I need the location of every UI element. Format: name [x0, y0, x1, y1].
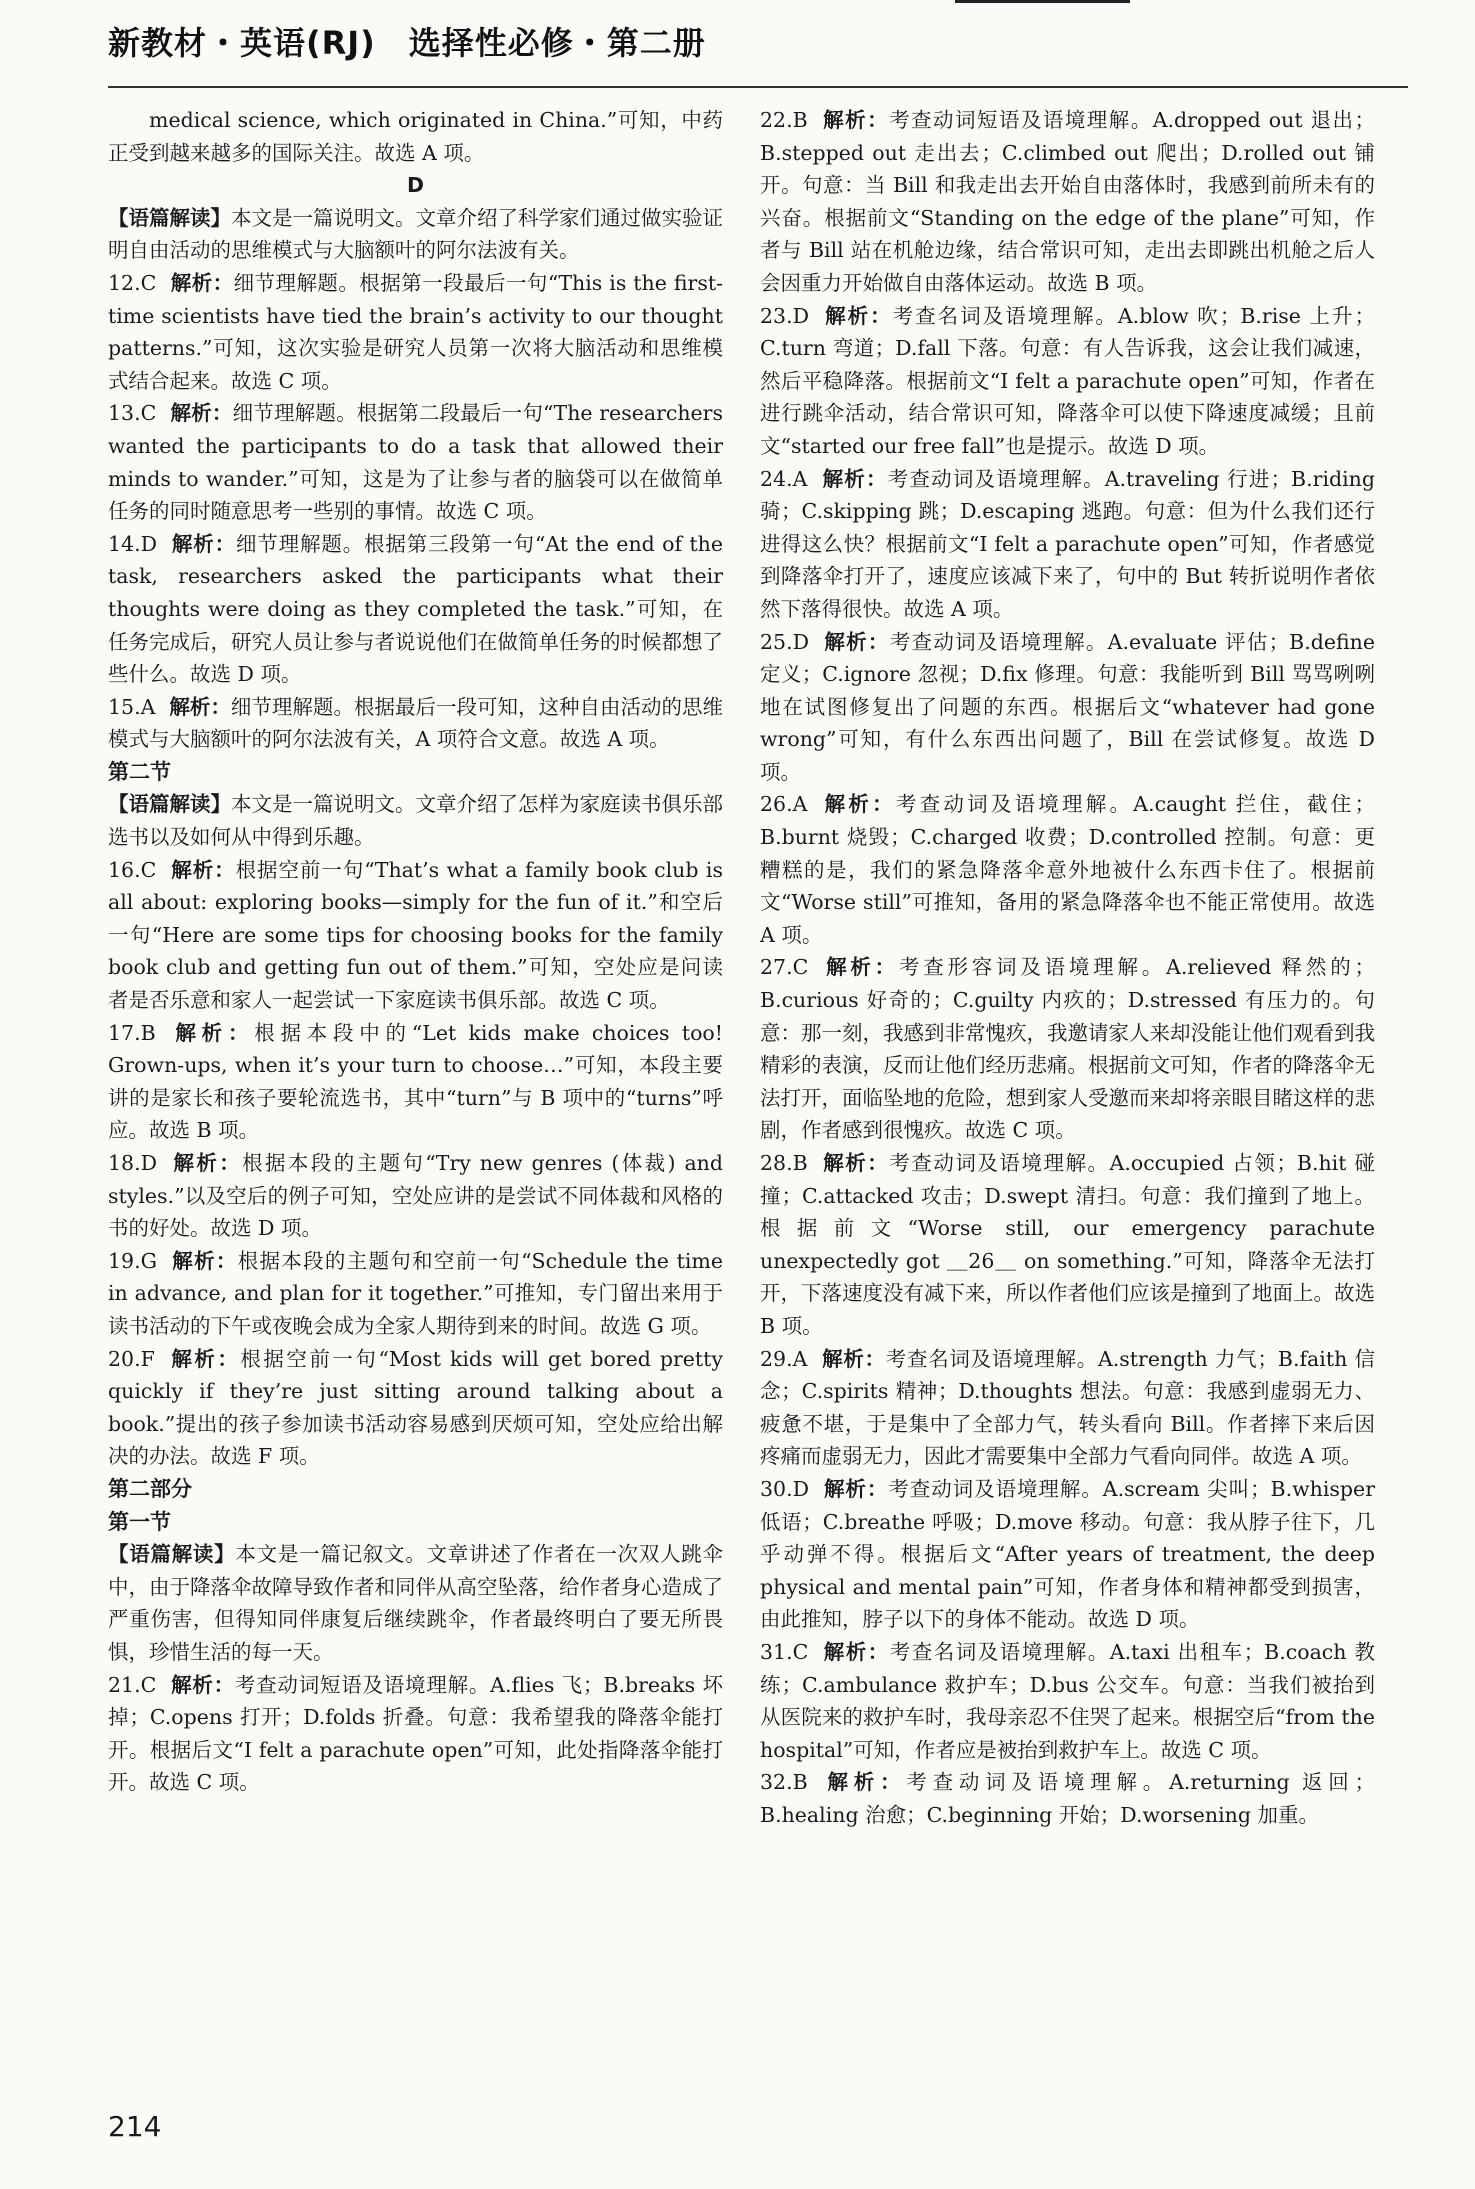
answer-item: 24.A 解析：考查动词及语境理解。A.traveling 行进；B.riding 骑；C.skipping 跳；D.escaping 逃跑。句意：但为什么我们还行进得这么快？根据前文“I felt a parachute open”可知，作者感觉到降落伞打开了，速度应该减下来了，句中的 But 转折说明作者依然下落得很快。故选 A 项。: [760, 466, 1376, 621]
answer-item: 20.F 解析：根据空前一句“Most kids will get bored pretty quickly if they’re just sitting around talking about a book.”提出的孩子参加读书活动容易感到厌烦可知，空处应给出解决的办法。故选 F 项。: [108, 1346, 723, 1469]
answer-item: 25.D 解析：考查动词及语境理解。A.evaluate 评估；B.define 定义；C.ignore 忽视；D.fix 修理。句意：我能听到 Bill 骂骂咧咧地在试图修复出了问题的东西。根据后文“whatever had gone wrong”可知，有什么东西出问题了，Bill 在尝试修复。故选 D 项。: [760, 629, 1376, 784]
right-column: [760, 104, 1375, 1831]
answer-item: 32.B 解析：考查动词及语境理解。A.returning 返回；B.healing 治愈；C.beginning 开始；D.worsening 加重。: [760, 1770, 1376, 1827]
intro-paragraph: medical science, which originated in China.”可知，中药正受到越来越多的国际关注。故选 A 项。: [108, 108, 723, 165]
section-heading: 第二节: [108, 759, 171, 784]
answer-item: 16.C 解析：根据空前一句“That’s what a family book club is all about: exploring books—simply for the fun of it.”和空后一句“Here are some tips for choosing books for the family book club and getting fun out of them.”可知，空处应是问读者是否乐意和家人一起尝试一下家庭读书俱乐部。故选 C 项。: [108, 857, 724, 1013]
answer-item: 14.D 解析：细节理解题。根据第三段第一句“At the end of the task, researchers asked the participants what their thoughts were doing as they completed the task.”可知，在任务完成后，研究人员让参与者说说他们在做简单任务的时候都想了些什么。故选 D 项。: [108, 531, 724, 687]
page-number: 214: [108, 2110, 162, 2143]
answer-item: 17.B 解析：根据本段中的“Let kids make choices too! Grown-ups, when it’s your turn to choose…”可知，本段主要讲的是家长和孩子要轮流选书，其中“turn”与 B 项中的“turns”呼应。故选 B 项。: [108, 1020, 723, 1143]
answer-item: 26.A 解析：考查动词及语境理解。A.caught 拦住，截住；B.burnt 烧毁；C.charged 收费；D.controlled 控制。句意：更糟糕的是，我们的紧急降落伞意外地被什么东西卡住了。根据前文“Worse still”可推知，备用的紧急降落伞也不能正常使用。故选 A 项。: [760, 792, 1376, 947]
answer-item: 29.A 解析：考查名词及语境理解。A.strength 力气；B.faith 信念；C.spirits 精神；D.thoughts 想法。句意：我感到虚弱无力、疲惫不堪，于是集中了全部力气，转头看向 Bill。作者摔下来后因疼痛而虚弱无力，因此才需要集中全部力气看向同伴。故选 A 项。: [760, 1346, 1376, 1469]
answer-item: 18.D 解析：根据本段的主题句“Try new genres (体裁) and styles.”以及空后的例子可知，空处应讲的是尝试不同体裁和风格的书的好处。故选 D 项。: [108, 1151, 724, 1241]
answer-item: 23.D 解析：考查名词及语境理解。A.blow 吹；B.rise 上升；C.turn 弯道；D.fall 下落。句意：有人告诉我，这会让我们减速，然后平稳降落。根据前文“I felt a parachute open”可知，作者在进行跳伞活动，结合常识可知，降落伞可以使下降速度减缓；且前文“started our free fall”也是提示。故选 D 项。: [760, 303, 1375, 458]
answer-item: 13.C 解析：细节理解题。根据第二段最后一句“The researchers wanted the participants to do a task that allowed their minds to wander.”可知，这是为了让参与者的脑袋可以在做简单任务的同时随意思考一些别的事情。故选 C 项。: [108, 401, 724, 524]
answer-item: 27.C 解析：考查形容词及语境理解。A.relieved 释然的；B.curious 好奇的；C.guilty 内疚的；D.stressed 有压力的。句意：那一刻，我感到非常愧疚，我邀请家人来却没能让他们观看到我精彩的表演，反而让他们经历悲痛。根据前文可知，作者的降落伞无法打开，面临坠地的危险，想到家人受邀而来却将亲眼目睹这样的悲剧，作者感到很愧疚。故选 C 项。: [760, 955, 1375, 1143]
reading-note-tag: 【语篇解读】: [108, 205, 231, 230]
answer-item: 22.B 解析：考查动词短语及语境理解。A.dropped out 退出；B.stepped out 走出去；C.climbed out 爬出；D.rolled out 铺开。句意：当 Bill 和我走出去开始自由落体时，我感到前所未有的兴奋。根据前文“Standing on the edge of the plane”可知，作者与 Bill 站在机舱边缘，结合常识可知，走出去即跳出机舱之后人会因重力开始做自由落体运动。故选 B 项。: [760, 108, 1376, 295]
left-column: [108, 104, 723, 1799]
answer-item: 28.B 解析：考查动词及语境理解。A.occupied 占领；B.hit 碰撞；C.attacked 攻击；D.swept 清扫。句意：我们撞到了地上。根据前文“Worse still, our emergency parachute unexpectedly got ＿26＿ on something.”可知，降落伞无法打开，下落速度没有减下来，所以作者他们应该是撞到了地面上。故选 B 项。: [760, 1151, 1376, 1338]
answer-item: 19.G 解析：根据本段的主题句和空前一句“Schedule the time in advance, and plan for it together.”可推知，专门留出来用于读书活动的下午或夜晚会成为全家人期待到来的时间。故选 G 项。: [108, 1248, 724, 1338]
answer-item: 15.A 解析：细节理解题。根据最后一段可知，这种自由活动的思维模式与大脑额叶的阿尔法波有关，A 项符合文意。故选 A 项。: [108, 694, 724, 752]
answer-item: 21.C 解析：考查动词短语及语境理解。A.flies 飞；B.breaks 坏掉；C.opens 打开；D.folds 折叠。句意：我希望我的降落伞能打开。根据后文“I felt a parachute open”可知，此处指降落伞能打开。故选 C 项。: [108, 1672, 723, 1795]
part-heading: 第二部分: [108, 1476, 192, 1501]
section-heading: 第一节: [108, 1509, 171, 1534]
reading-note: 【语篇解读】本文是一篇记叙文。文章讲述了作者在一次双人跳伞中，由于降落伞故障导致作者和同伴从高空坠落，给作者身心造成了严重伤害，但得知同伴康复后继续跳伞，作者最终明白了要无所畏惧，珍惜生活的每一天。: [108, 1542, 724, 1664]
page-header: 新教材・英语(RJ) 选择性必修・第二册: [108, 24, 706, 62]
header-rule: [108, 86, 1408, 88]
answer-item: 31.C 解析：考查名词及语境理解。A.taxi 出租车；B.coach 教练；C.ambulance 救护车；D.bus 公交车。句意：当我们被抬到从医院来的救护车时，我母亲忍不住哭了起来。根据空后“from the hospital”可知，作者应是被抬到救护车上。故选 C 项。: [760, 1639, 1376, 1762]
answer-item: 12.C 解析：细节理解题。根据第一段最后一句“This is the first-time scientists have tied the brain’s activity to our thought patterns.”可知，这次实验是研究人员第一次将大脑活动和思维模式结合起来。故选 C 项。: [108, 270, 724, 393]
answer-item: 30.D 解析：考查动词及语境理解。A.scream 尖叫；B.whisper 低语；C.breathe 呼吸；D.move 移动。句意：我从脖子往下，几乎动弹不得。根据后文“After years of treatment, the deep physical and mental pain”可知，作者身体和精神都受到损害，由此推知，脖子以下的身体不能动。故选 D 项。: [760, 1476, 1375, 1632]
reading-note: [108, 202, 723, 267]
reading-note: 【语篇解读】本文是一篇说明文。文章介绍了怎样为家庭读书俱乐部选书以及如何从中得到乐趣。: [108, 792, 723, 850]
top-rule: [955, 0, 1130, 3]
reading-note-text: 本文是一篇说明文。文章介绍了科学家们通过做实验证明自由活动的思维模式与大脑额叶的阿尔法波有关。: [108, 205, 723, 263]
section-d-heading: D: [406, 173, 425, 198]
